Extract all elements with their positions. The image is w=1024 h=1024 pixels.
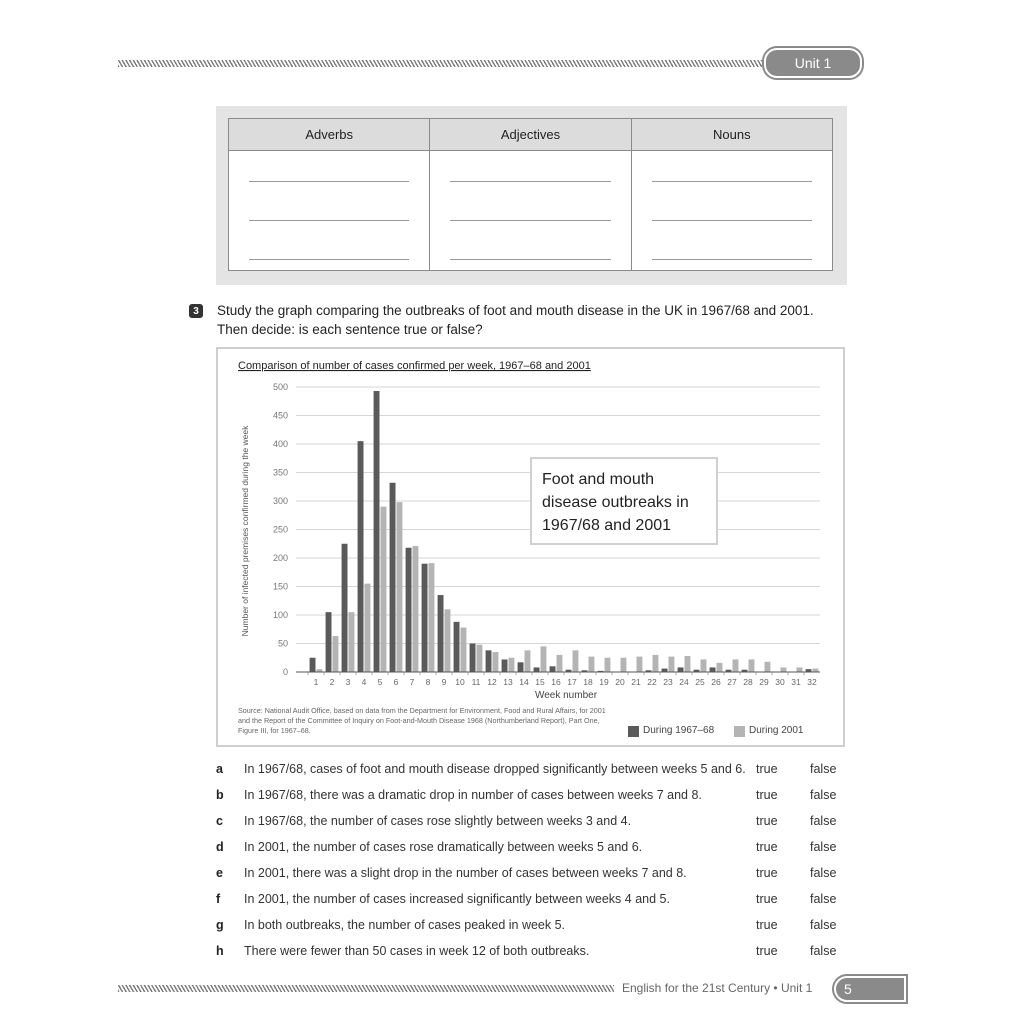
y-tick-label: 250 [272, 524, 288, 535]
y-tick-label: 450 [272, 410, 288, 421]
x-tick-label: 12 [487, 677, 497, 687]
chart-frame [216, 347, 845, 747]
chart-title: Comparison of number of cases confirmed per week, 1967–68 and 2001 [238, 360, 591, 372]
x-tick-label: 14 [519, 677, 529, 687]
statement-text: There were fewer than 50 cases in week 12 of both outbreaks. [244, 944, 590, 958]
true-option[interactable]: true [756, 762, 778, 776]
vocab-table-panel [216, 106, 847, 285]
true-option[interactable]: true [756, 918, 778, 932]
bar-2001-week-12 [493, 652, 499, 672]
x-tick-label: 28 [743, 677, 753, 687]
vocab-column-nouns [632, 119, 832, 270]
statement-row [216, 866, 856, 888]
column-header: Nouns [632, 119, 832, 151]
statement-text: In 2001, there was a slight drop in the number of cases between weeks 7 and 8. [244, 866, 687, 880]
true-option[interactable]: true [756, 840, 778, 854]
bar-2001-week-23 [669, 657, 675, 672]
bar-1967-week-12 [486, 650, 492, 672]
bar-1967-week-26 [710, 667, 716, 672]
page-number: 5 [844, 981, 852, 997]
bar-2001-week-13 [509, 658, 515, 672]
true-option[interactable]: true [756, 944, 778, 958]
unit-tab: Unit 1 [764, 48, 862, 78]
legend-swatch-2001 [734, 726, 745, 737]
bar-2001-week-3 [349, 612, 355, 672]
x-tick-label: 5 [377, 677, 383, 687]
statement-text: In both outbreaks, the number of cases peaked in week 5. [244, 918, 566, 932]
bar-2001-week-19 [605, 658, 611, 672]
x-tick-label: 3 [345, 677, 351, 687]
write-line[interactable] [450, 181, 610, 182]
statement-letter: f [216, 892, 221, 906]
bar-2001-week-24 [685, 656, 691, 672]
legend-swatch-1967 [628, 726, 639, 737]
x-tick-label: 17 [567, 677, 577, 687]
bar-1967-week-24 [678, 667, 684, 672]
bar-2001-week-28 [749, 659, 755, 672]
x-tick-label: 24 [679, 677, 689, 687]
statement-text: In 1967/68, the number of cases rose slightly between weeks 3 and 4. [244, 814, 632, 828]
false-option[interactable]: false [810, 892, 837, 906]
write-line[interactable] [249, 220, 409, 221]
vocab-column-adjectives [430, 119, 631, 270]
false-option[interactable]: false [810, 840, 837, 854]
footer-rule [118, 985, 614, 992]
y-axis-label: Number of infected premises confirmed during the week [240, 425, 250, 637]
statement-letter: d [216, 840, 224, 854]
write-line[interactable] [249, 259, 409, 260]
statement-row [216, 944, 856, 966]
x-tick-label: 11 [471, 677, 481, 687]
bar-2001-week-17 [573, 650, 579, 672]
bar-chart [218, 349, 843, 745]
x-tick-label: 19 [599, 677, 609, 687]
y-tick-label: 50 [277, 638, 288, 649]
x-tick-label: 16 [551, 677, 561, 687]
column-header: Adjectives [430, 119, 630, 151]
inset-label: Foot and mouth disease outbreaks in 1967/68 and 2001 [542, 471, 689, 534]
statement-row [216, 840, 856, 862]
column-header: Adverbs [229, 119, 429, 151]
header-rule [118, 60, 762, 67]
bar-2001-week-10 [461, 628, 467, 672]
bar-2001-week-8 [429, 563, 435, 672]
x-tick-label: 20 [615, 677, 625, 687]
bar-1967-week-16 [550, 666, 556, 672]
vocab-table [228, 118, 833, 271]
bar-1967-week-4 [358, 441, 364, 672]
y-tick-label: 300 [272, 496, 288, 506]
bar-2001-week-9 [445, 609, 451, 672]
x-axis-label: Week number [534, 690, 598, 701]
bar-2001-week-22 [653, 655, 659, 672]
bar-2001-week-7 [413, 546, 419, 672]
false-option[interactable]: false [810, 866, 837, 880]
bar-2001-week-4 [365, 584, 371, 672]
book-title: English for the 21st Century • Unit 1 [622, 981, 813, 995]
bar-2001-week-6 [397, 502, 403, 672]
y-tick-label: 200 [272, 553, 288, 563]
bar-1967-week-13 [502, 659, 508, 672]
bar-1967-week-23 [662, 669, 668, 672]
x-tick-label: 15 [535, 677, 545, 687]
statement-row [216, 788, 856, 810]
question-number-badge: 3 [189, 304, 203, 318]
statement-text: In 1967/68, cases of foot and mouth disease dropped significantly between weeks 5 and 6. [244, 762, 746, 776]
true-option[interactable]: true [756, 866, 778, 880]
bar-2001-week-30 [781, 667, 787, 672]
bar-2001-week-26 [717, 663, 723, 672]
write-line[interactable] [249, 181, 409, 182]
y-tick-label: 150 [272, 581, 288, 592]
false-option[interactable]: false [810, 944, 837, 958]
statement-row [216, 892, 856, 914]
bar-2001-week-27 [733, 659, 739, 672]
bar-2001-week-5 [381, 507, 387, 672]
bar-1967-week-9 [438, 595, 444, 672]
x-tick-label: 25 [695, 677, 705, 687]
bar-1967-week-10 [454, 622, 460, 672]
x-tick-label: 2 [329, 677, 335, 687]
page-number-tab [834, 976, 906, 1002]
write-line[interactable] [450, 220, 610, 221]
y-tick-label: 350 [272, 467, 288, 478]
x-tick-label: 7 [409, 677, 415, 687]
legend-label-2001: During 2001 [749, 725, 804, 736]
statement-letter: e [216, 866, 223, 880]
statement-letter: b [216, 788, 224, 802]
statement-text: In 1967/68, there was a dramatic drop in number of cases between weeks 7 and 8. [244, 788, 702, 802]
x-tick-label: 13 [503, 677, 513, 687]
statement-row [216, 918, 856, 940]
false-option[interactable]: false [810, 814, 837, 828]
write-line[interactable] [450, 259, 610, 260]
statement-row [216, 814, 856, 836]
question-instruction: Study the graph comparing the outbreaks of foot and mouth disease in the UK in 1967/68 and 2001. Then decide: is each sentence true or false? [217, 303, 814, 337]
x-tick-label: 27 [727, 677, 737, 687]
false-option[interactable]: false [810, 762, 837, 776]
bar-1967-week-15 [534, 667, 540, 672]
bar-1967-week-6 [390, 483, 396, 672]
bar-1967-week-2 [326, 612, 332, 672]
statement-text: In 2001, the number of cases rose dramatically between weeks 5 and 6. [244, 840, 643, 854]
bar-1967-week-11 [470, 644, 476, 673]
x-tick-label: 1 [313, 677, 319, 687]
bar-2001-week-20 [621, 658, 627, 672]
x-tick-label: 10 [455, 677, 465, 687]
statement-letter: a [216, 762, 223, 776]
true-option[interactable]: true [756, 814, 778, 828]
bar-2001-week-18 [589, 657, 595, 672]
bar-2001-week-25 [701, 659, 707, 672]
x-tick-label: 18 [583, 677, 593, 687]
x-tick-label: 22 [647, 677, 657, 687]
bar-2001-week-21 [637, 657, 643, 672]
x-tick-label: 23 [663, 677, 673, 687]
x-tick-label: 30 [775, 677, 785, 687]
chart-source: Source: National Audit Office, based on data from the Department for Environment, Food and Rural Affairs, for 2001 and the Report of the Committee of Inquiry on Foot-and-Mouth Disease 1968 (Northumberland Report), Part One, Figure III, for 1967–68. [238, 706, 606, 735]
bar-1967-week-1 [310, 658, 316, 672]
bar-1967-week-8 [422, 564, 428, 672]
statement-letter: c [216, 814, 223, 828]
statement-letter: g [216, 918, 224, 932]
false-option[interactable]: false [810, 918, 837, 932]
bar-1967-week-14 [518, 662, 524, 672]
vocab-column-adverbs [229, 119, 430, 270]
write-line[interactable] [652, 259, 812, 260]
bar-2001-week-14 [525, 650, 531, 672]
x-tick-label: 4 [361, 677, 367, 687]
write-line[interactable] [652, 220, 812, 221]
bar-2001-week-16 [557, 655, 563, 672]
statement-text: In 2001, the number of cases increased significantly between weeks 4 and 5. [244, 892, 670, 906]
statement-letter: h [216, 944, 224, 958]
y-tick-label: 400 [272, 439, 288, 449]
bar-2001-week-29 [765, 662, 771, 672]
x-tick-label: 31 [791, 677, 801, 687]
legend-label-1967: During 1967–68 [643, 725, 715, 736]
x-tick-label: 8 [425, 677, 431, 687]
x-tick-label: 32 [807, 677, 817, 687]
bar-2001-week-15 [541, 646, 547, 672]
bar-1967-week-3 [342, 544, 348, 672]
chart-legend [628, 725, 838, 739]
statement-row [216, 762, 856, 784]
y-tick-label: 500 [272, 382, 288, 392]
bar-2001-week-32 [813, 669, 819, 672]
bar-1967-week-7 [406, 548, 412, 672]
x-tick-label: 9 [441, 677, 447, 687]
bar-2001-week-2 [333, 636, 339, 672]
bar-2001-week-11 [477, 645, 483, 672]
x-tick-label: 6 [393, 677, 399, 687]
write-line[interactable] [652, 181, 812, 182]
x-tick-label: 29 [759, 677, 769, 687]
y-tick-label: 100 [272, 610, 288, 620]
x-tick-label: 26 [711, 677, 721, 687]
y-tick-label: 0 [282, 667, 288, 677]
inset-label-box [530, 457, 718, 545]
true-option[interactable]: true [756, 788, 778, 802]
true-option[interactable]: true [756, 892, 778, 906]
bar-2001-week-31 [797, 667, 803, 672]
false-option[interactable]: false [810, 788, 837, 802]
x-tick-label: 21 [631, 677, 641, 687]
bar-1967-week-5 [374, 391, 380, 672]
